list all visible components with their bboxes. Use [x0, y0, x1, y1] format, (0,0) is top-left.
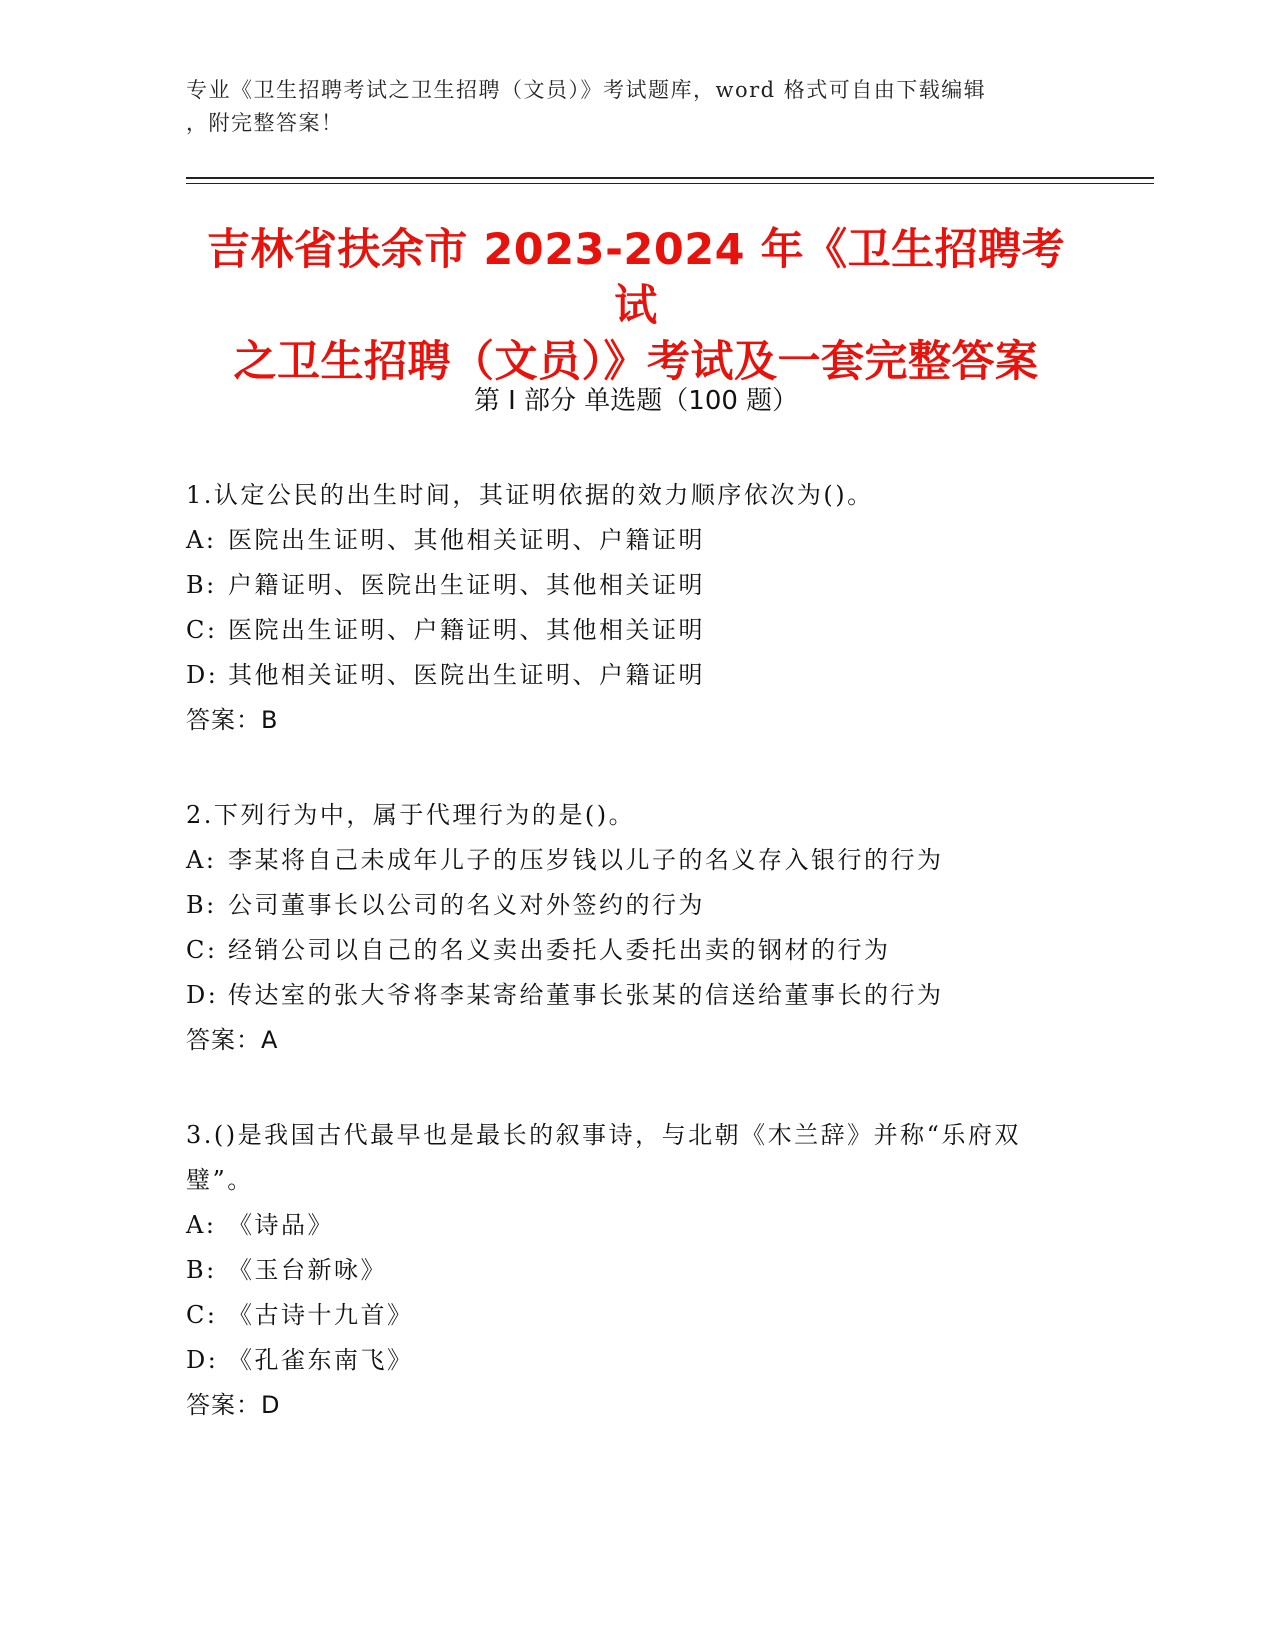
question-2 [186, 793, 1086, 1063]
option-c [186, 608, 1086, 653]
option-d [186, 653, 1086, 698]
option-c [186, 928, 1086, 973]
question-stem: 1.认定公民的出生时间，其证明依据的效力顺序依次为()。 [186, 481, 874, 509]
option-text: 传达室的张大爷将李某寄给董事长张某的信送给董事长的行为 [228, 981, 944, 1009]
option-c [186, 1293, 1086, 1338]
header-rule-thick [186, 177, 1154, 179]
option-b [186, 1248, 1086, 1293]
option-key: A: [186, 526, 217, 554]
option-key: A: [186, 1211, 217, 1239]
answer-line: 答案：D [186, 1391, 281, 1419]
option-key: C: [186, 1301, 218, 1329]
option-b [186, 563, 1086, 608]
question-stem: 2.下列行为中，属于代理行为的是()。 [186, 801, 636, 829]
option-text: 《古诗十九首》 [228, 1301, 414, 1329]
option-key: B: [186, 571, 217, 599]
option-text: 《诗品》 [228, 1211, 334, 1239]
option-text: 经销公司以自己的名义卖出委托人委托出卖的钢材的行为 [228, 936, 891, 964]
option-key: D: [186, 981, 219, 1009]
document-title-line-2: 之卫生招聘（文员）》考试及一套完整答案 [233, 337, 1039, 387]
option-text: 医院出生证明、户籍证明、其他相关证明 [228, 616, 705, 644]
option-d [186, 973, 1086, 1018]
question-3 [186, 1113, 1086, 1428]
option-text: 李某将自己未成年儿子的压岁钱以儿子的名义存入银行的行为 [228, 846, 944, 874]
answer-line: 答案：A [186, 1026, 279, 1054]
option-text: 《孔雀东南飞》 [228, 1346, 414, 1374]
option-text: 医院出生证明、其他相关证明、户籍证明 [228, 526, 705, 554]
question-list [186, 473, 1086, 1478]
option-key: C: [186, 936, 218, 964]
question-stem: 3.()是我国古代最早也是最长的叙事诗，与北朝《木兰辞》并称“乐府双璧”。 [186, 1121, 1021, 1194]
option-a [186, 838, 1086, 883]
answer-line: 答案：B [186, 706, 279, 734]
option-key: B: [186, 1256, 217, 1284]
document-title-line-1: 吉林省扶余市 2023-2024 年《卫生招聘考试 [206, 225, 1066, 331]
option-key: A: [186, 846, 217, 874]
option-text: 其他相关证明、医院出生证明、户籍证明 [228, 661, 705, 689]
option-key: D: [186, 661, 219, 689]
option-key: C: [186, 616, 218, 644]
header-note-line-1: 专业《卫生招聘考试之卫生招聘（文员）》考试题库，word 格式可自由下载编辑 [186, 78, 987, 102]
option-key: D: [186, 1346, 219, 1374]
question-1 [186, 473, 1086, 743]
header-note-line-2: ，附完整答案！ [186, 111, 344, 135]
option-text: 《玉台新咏》 [228, 1256, 387, 1284]
header-rule-thin [186, 183, 1154, 184]
header-note [186, 74, 1066, 140]
option-a [186, 518, 1086, 563]
option-a [186, 1203, 1086, 1248]
document-title [186, 222, 1086, 390]
option-key: B: [186, 891, 217, 919]
option-text: 公司董事长以公司的名义对外签约的行为 [228, 891, 705, 919]
option-d [186, 1338, 1086, 1383]
option-b [186, 883, 1086, 928]
section-heading: 第 I 部分 单选题（100 题） [473, 386, 799, 416]
option-text: 户籍证明、医院出生证明、其他相关证明 [228, 571, 705, 599]
